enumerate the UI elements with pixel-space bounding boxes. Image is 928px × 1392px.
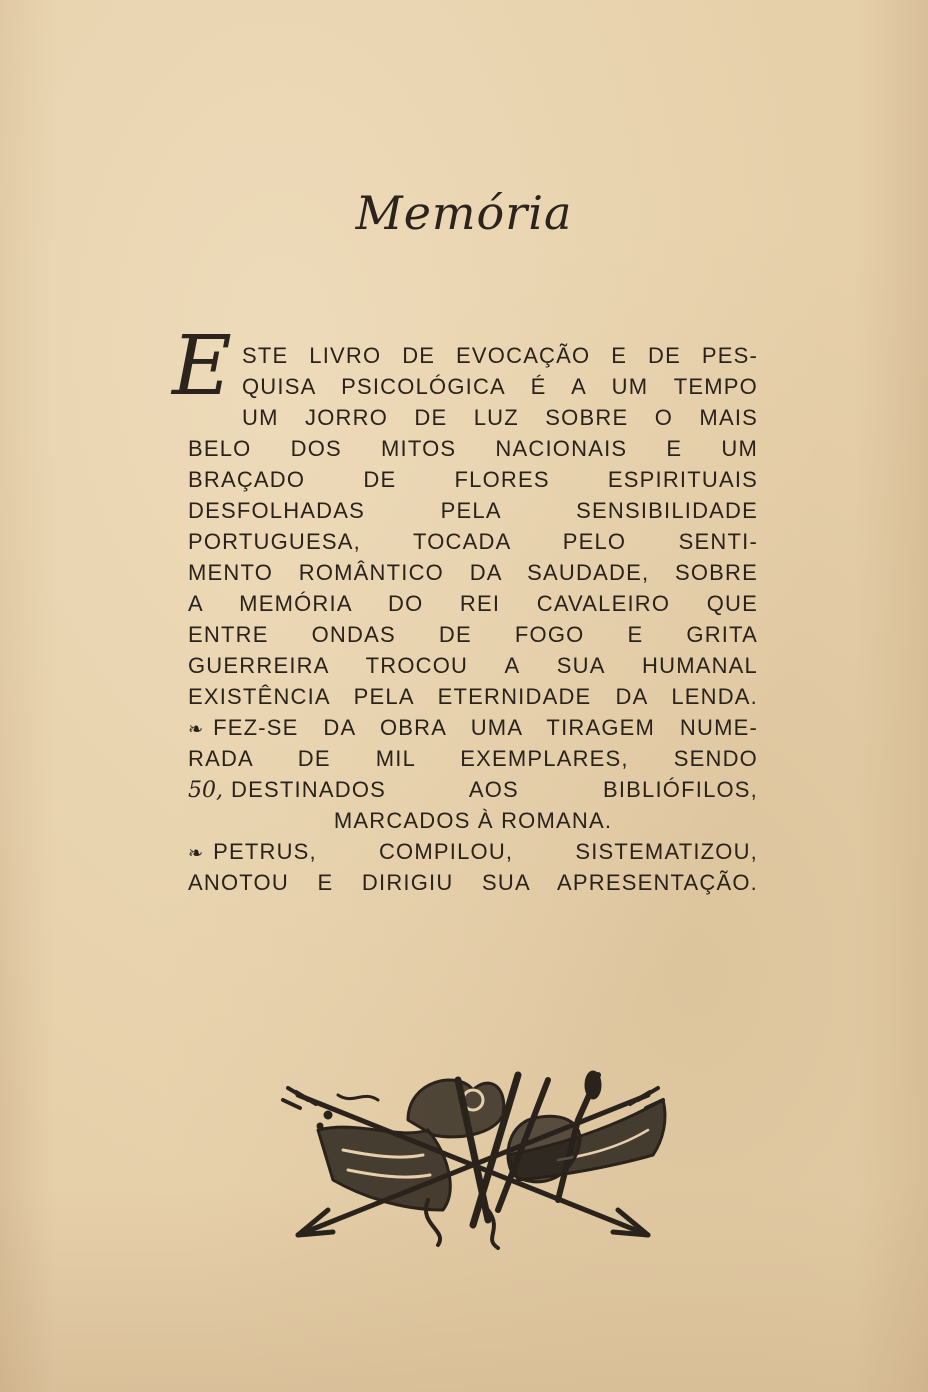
- paragraph-3-line-2: ANOTOU E DIRIGIU SUA APRESENTAÇÃO.: [188, 870, 758, 895]
- text-line-4: BELO DOS MITOS NACIONAIS E UM: [188, 436, 758, 461]
- page-title: Memória: [355, 186, 573, 240]
- copies-number: 50,: [188, 778, 223, 803]
- paragraph-2-line-4: MARCADOS À ROMANA.: [333, 808, 613, 833]
- text-line-8: MENTO ROMÂNTICO DA SAUDADE, SOBRE: [188, 560, 758, 585]
- fleuron-icon: ❧: [188, 719, 204, 740]
- drop-cap: E: [172, 319, 232, 414]
- paragraph-3-text-1: PETRUS, COMPILOU, SISTEMATIZOU,: [213, 839, 758, 864]
- text-line-12: EXISTÊNCIA PELA ETERNIDADE DA LENDA.: [188, 684, 758, 709]
- text-line-5: BRAÇADO DE FLORES ESPIRITUAIS: [188, 467, 758, 492]
- paragraph-2-text-3: DESTINADOS AOS BIBLIÓFILOS,: [231, 777, 758, 802]
- colophon-text: [188, 340, 758, 898]
- paragraph-3-line-1: [188, 836, 758, 867]
- text-line-2: QUISA PSICOLÓGICA É A UM TEMPO: [242, 374, 758, 399]
- text-line-10: ENTRE ONDAS DE FOGO E GRITA: [188, 622, 758, 647]
- fleuron-icon: ❧: [188, 843, 204, 864]
- paragraph-2-line-3: [188, 774, 758, 805]
- text-line-11: GUERREIRA TROCOU A SUA HUMANAL: [188, 653, 758, 678]
- text-line-3: UM JORRO DE LUZ SOBRE O MAIS: [242, 405, 758, 430]
- text-line-1: STE LIVRO DE EVOCAÇÃO E DE PES-: [242, 343, 758, 368]
- trophy-of-arms-ornament: [258, 1060, 688, 1250]
- paragraph-2-line-1: [188, 712, 758, 743]
- text-line-9: A MEMÓRIA DO REI CAVALEIRO QUE: [188, 591, 758, 616]
- paragraph-2-line-2: RADA DE MIL EXEMPLARES, SENDO: [188, 746, 758, 771]
- paragraph-2-text-1: FEZ-SE DA OBRA UMA TIRAGEM NUME-: [213, 715, 758, 740]
- text-line-6: DESFOLHADAS PELA SENSIBILIDADE: [188, 498, 758, 523]
- text-line-7: PORTUGUESA, TOCADA PELO SENTI-: [188, 529, 758, 554]
